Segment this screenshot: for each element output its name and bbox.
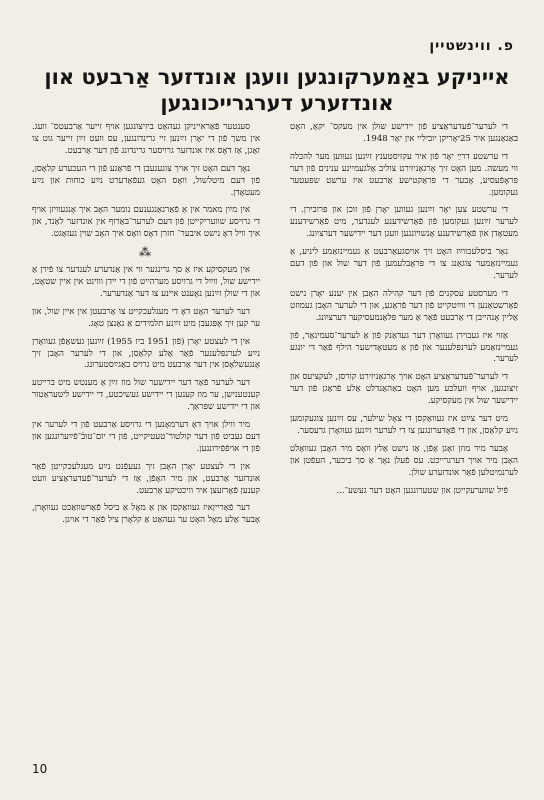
section-break-mark: ⁂ [139, 245, 153, 260]
paragraph: נאָך דעם האָט זיך אויך צוגעגעבן די פֿראַגע פֿון די העכערע קלאַסן, פֿון דעם מיטלשול, וואָס האָט געפֿאָדערט נײַע כוחות און נײַע מעטאָדן. [32, 163, 260, 198]
paragraph: נאָר ביסלעכווײַז האָט זיך אויסגעאַרבעט אַ געמיינזאַמע ליניע, אַ געמיינזאַמער צוגאַנג צו די פּראָבלעמען פֿון דער שול און פֿון דעם לערער. [290, 247, 518, 281]
paragraph: פֿיל שווערעקייטן און שטערונגען האָט דער געשע־... [336, 485, 508, 496]
column-right [290, 122, 518, 503]
paragraph: אין די לעצטע יאָרן האָבן זיך געעפֿנט נײַע מעגלעכקייטן פֿאַר אונדזער אַרבעט, און מיר האָפֿן, אַז די לערער־פֿעדעראַציע וועט קענען פֿאָרזעצן איר וויכטיקע אַרבעט. [32, 461, 260, 496]
paragraph: די לערער־פֿעדעראַציע האָט אויך אָרגאַניזירט קורסן, לעקציעס און זיצונגען, אויף וועלכע מען האָט באַהאַנדלט אַלע פֿראַגן פֿון דער יידישער שול אין מעקסיקע. [290, 372, 518, 407]
paragraph: סענטער פֿאַראייניקן געהאַט ביזיצונגען אויף זייער אַרבעטס־ וועג. אין משך פֿון די יאָרן זײַנען זיי גרינדונגען, עס וועט זײַן זייער גוט צו זאָגן, אַז דאָס איז אונדזער גרויסער גרינדונג פֿון דער אַרבעט. [32, 122, 260, 156]
author-name: פ. ווינשטיין [429, 38, 514, 54]
paragraph: די ערשטע צען יאָר זײַנען געווען יאָרן פֿון זוכן און פּרובירן. די לערער זײַנען געקומען פֿון פֿאַרשידענע לענדער, מיט פֿאַרשידענע מעטאָדן און פֿאַרשידענע אָנשויונגען וועגן דער יידישער דערציִונג. [290, 205, 518, 240]
paragraph: די לערער־פֿעדעראַציע פֿון יידישע שולן אין מעקס־ יקאָ, האָט באַגאַנגען איר 25יאָריקן יוביליי אין יאָר 1948. [290, 122, 518, 144]
paragraph: דער לערער פֿאַר דער יידישער שול מוז זײַן אַ מענטש מיט ברייטע קענטענישן, ער מוז קענען די יידישע געשיכטע, די יידישע ליטעראַטור און די יידישע שפּראַך. [32, 378, 260, 413]
paragraph: דער פֿאַרייןאיז געוואַקסן און אַ מאָל אַ ביסל פֿאַרשוואַכט געוואָרן, אָבער אַלע מאָל האָט ער געהאַט אַ קלאָרן ציל פֿאַר די אויגן. [32, 503, 260, 526]
paragraph: אין די לעצטע יאָרן (פֿון 1951 ביז 1955) זײַנען געשאַפֿן געוואָרן נײַע לערנפּלענער פֿאַר אַלע קלאַסן, און די לערער האָבן זיך אָנגעשלאָסן אין דער אַרבעט מיט גרויס באַגײַסטערונג. [32, 336, 260, 371]
title-line-2: אונדזערע דערגרייכונגען [160, 91, 394, 115]
paragraph: מיט דער צײַט איז געוואַקסן די צאָל שילער, עס זײַנען צוגעקומען נײַע קלאַסן, און די פֿאָדערונגען צו די לערער זײַנען געוואָרן גרעסער. [290, 414, 518, 436]
article-title [40, 64, 514, 116]
paragraph: דער לערער האָט דאָ די מעגלעכקייט צו אַרבעטן אין איין שול, און ער קען זיך אָפּגעבן מיט זײַנע תלמידים אַ גאַנצן טאָג. [32, 306, 260, 329]
paragraph: אַזוי איז געבוירן געוואָרן דער געדאַנק פֿון אַ לערער־סעמינאַר, פֿון געמיינזאַמע לערנפּלענער און פֿון אַ מעטאָדישער הילף פֿאַר די יונגע לערער. [290, 330, 518, 365]
paragraph: מיר ווילן אויך דאָ דערמאָנען די גרויסע אַרבעט פֿון די לערער אין דעם געביט פֿון דער קולטור־טעטיקייט, פֿון די יום־טובֿ־פֿײַערונגען און פֿון די אויפֿפֿירונגען. [32, 420, 260, 454]
column-left [32, 122, 260, 533]
title-line-1: אייניקע באַמערקונגען וועגן אונדזער אַרבעט און [44, 65, 510, 89]
paragraph: אין מעקסיקע איז אַ סך גרינגער ווי אין אַנדערע לענדער צו פֿירן אַ יידישע שול, ווײַל די גרויסע מערהייט פֿון די יידן וווינט אין איין שטאָט, און די שולן זײַנען נאָענט איינע צו דער אַנדערער. [32, 265, 260, 299]
page-number: 10 [32, 762, 48, 776]
paragraph: די ערשטע דרײַ יאָר פֿון איר עקזיסטענץ זײַנען געווען מער להכלה ווי מעשׂה. מען האָט זיך אָרגאַניזירט צוליב אַלגעמיינע ענינים פֿון דער פּראָפֿעסיע, אָבער די פּראַקטישע אַרבעט איז ערשט שפּעטער געקומען. [290, 151, 518, 198]
paragraph: אָבער מיר מוזן זאָגן אָפֿן, אַז נישט אַלץ וואָס מיר האָבן געוואָלט האָבן מיר אויך דערגרייכט. עס פֿעלן נאָך אַ סך ביכער, העפֿטן און לערנמיטלען פֿאַר אונדזערע שולן. [290, 443, 518, 478]
paragraph: די מערסטע עסקנים פֿון דער קהילה האָבן אין יענע יאָרן נישט פֿאַרשטאַנען די ווײַטקייט פֿון דער פֿראַגע, און די לערער האָבן געמוזט אַליין אָנהייבן די אַרבעט פֿאַר אַ מער פּלאַנמעסיקער דערציִונג. [290, 288, 518, 323]
paragraph: אין מײַן מאמר אין אַ פֿאַרגאַנגענעם נומער האָב איך אָנגעוויזן אויף די גרויסע שוועריקייטן פֿון דעם לערער־באַרוף אין אונדזער לאַנד, און איך וויל דאָ נישט איבער־ חזרן דאָס וואָס איך האָב שוין געזאָגט. [32, 205, 260, 240]
